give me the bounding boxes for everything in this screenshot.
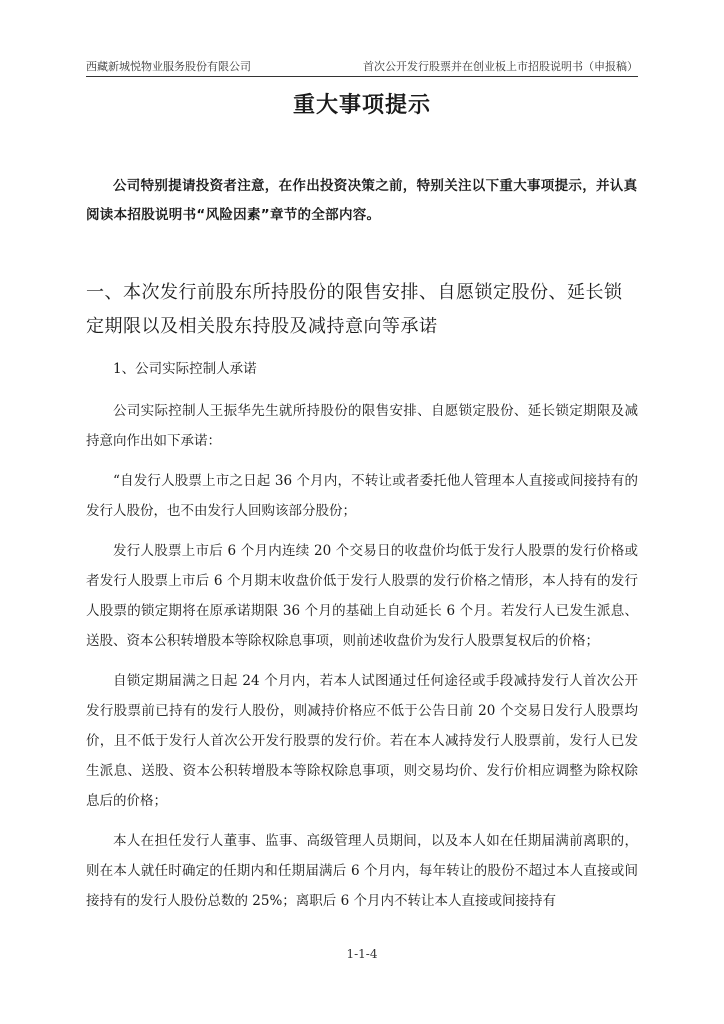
paragraph-4: 自锁定期届满之日起 24 个月内，若本人试图通过任何途径或手段减持发行人首次公开发行股票前已持有的发行人股份，则减持价格应不低于公告日前 20 个交易日发行人股票均价，且不低于发行人首次公开发行股票的发行价。若在本人减持发行人股票前，发行人已发生派息、送股、资本公积转增股本等除权除息事项，则交易均价、发行价相应调整为除权除息后的价格； (86, 673, 638, 809)
section-body (86, 354, 638, 926)
paragraph-5: 本人在担任发行人董事、监事、高级管理人员期间，以及本人如在任期届满前离职的，则在本人就任时确定的任期内和任期届满后 6 个月内，每年转让的股份不超过本人直接或间接持有的发行人股份总数的 25%；离职后 6 个月内不转让本人直接或间接持有 (86, 833, 638, 909)
page-title: 重大事项提示 (292, 93, 431, 118)
paragraph-3: 发行人股票上市后 6 个月内连续 20 个交易日的收盘价均低于发行人股票的发行价格或者发行人股票上市后 6 个月期末收盘价低于发行人股票的发行价格之情形，本人持有的发行人股票的锁定期将在原承诺期限 36 个月的基础上自动延长 6 个月。若发行人已发生派息、送股、资本公积转增股本等除权除息事项，则前述收盘价为发行人股票复权后的价格； (86, 543, 638, 649)
paragraph-1: 公司实际控制人王振华先生就所持股份的限售安排、自愿锁定股份、延长锁定期限及减持意向作出如下承诺： (86, 403, 638, 449)
intro-paragraph: 公司特别提请投资者注意，在作出投资决策之前，特别关注以下重大事项提示，并认真阅读本招股说明书“风险因素”章节的全部内容。 (86, 178, 638, 223)
paragraph-2: “自发行人股票上市之日起 36 个月内，不转让或者委托他人管理本人直接或间接持有的发行人股份，也不由发行人回购该部分股份； (86, 473, 638, 519)
page-header (86, 58, 638, 77)
section-heading: 一、本次发行前股东所持股份的限售安排、自愿锁定股份、延长锁定期限以及相关股东持股及减持意向等承诺 (86, 282, 623, 337)
subheading: 1、公司实际控制人承诺 (113, 361, 257, 377)
page-number: 1-1-4 (346, 947, 378, 961)
header-document-title: 首次公开发行股票并在创业板上市招股说明书（申报稿） (363, 60, 638, 73)
header-company-name: 西藏新城悦物业服务股份有限公司 (86, 60, 251, 73)
